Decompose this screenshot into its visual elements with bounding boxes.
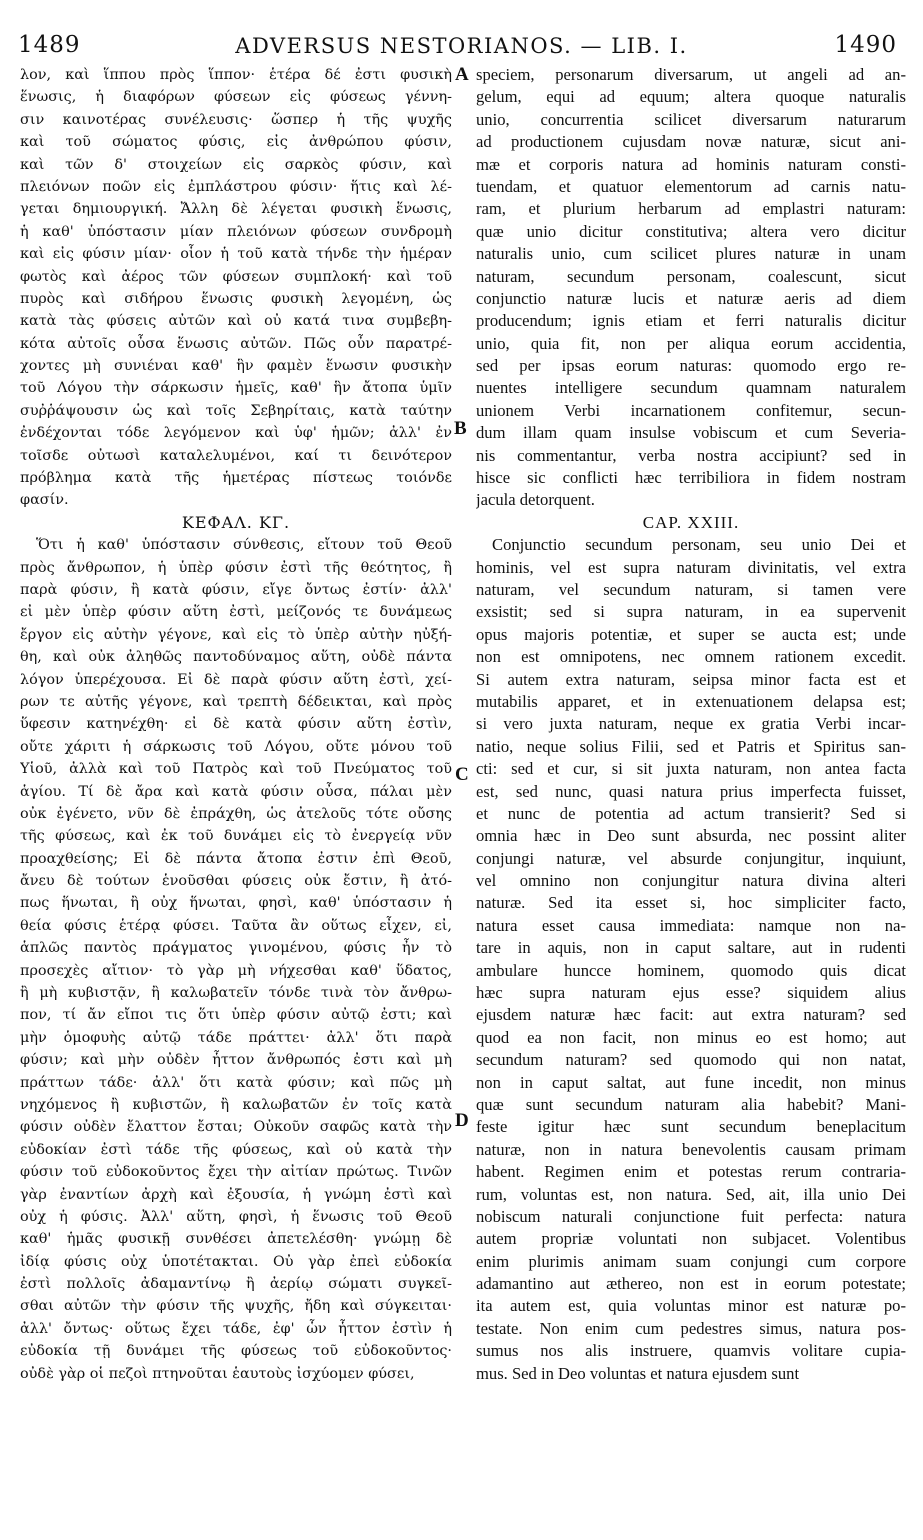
text-line: ἁπλῶς παντὸς πράγματος γινομένου, φύσις ἦν τὸ [20, 940, 452, 957]
text-line: χοντες μὴ συνιέναι καθ' ἣν φαμὲν ἕνωσιν φυσικὴν [20, 358, 452, 375]
text-line: ρων τε αὐτῆς γέγονε, καὶ τρεπτὴ δέδεικται, καὶ πρὸς [20, 693, 452, 710]
text-line: tuendam, et quatuor elementorum ad carnis natu- [476, 176, 906, 196]
text-line: φωτὸς καὶ ἀέρος τῶν φύσεων συμπλοκή· καὶ τοῦ [20, 268, 452, 285]
text-line: quod ea non facit, non minus eo est homo; aut [476, 1027, 906, 1047]
text-line: ἄνευ δὲ τούτων ἑνοῦσθαι φύσεις οὐκ ἔστιν, ἢ ἀτό- [20, 873, 452, 890]
text-line: μὴν ὁμοφυὴς αὐτῷ τάδε πράττει· ἀλλ' ὅτι παρὰ [20, 1029, 452, 1046]
text-line: σθαι αὐτῶν τὴν φύσιν τῆς ψυχῆς, ἤδη καὶ σύγκειται· [20, 1298, 452, 1315]
text-line: σιν καινοτέρας συνέλευσις· ὥσπερ ἡ τῆς ψυχῆς [20, 111, 452, 128]
text-line: si vero juxta naturam, neque ex gratia Verbi incar- [476, 714, 906, 734]
text-line: exsistit; sed si supra naturam, in ea supervenit [476, 602, 906, 622]
text-line: cti: sed et cur, si sit juxta naturam, non antea facta [476, 759, 906, 779]
text-line: est, sed nunc, quasi natura prius imperfecta fuisset, [476, 781, 906, 801]
text-line: θεία φύσις ἑτέρᾳ φύσει. Ταῦτα ἂν οὕτως εἶχεν, εἰ, [20, 917, 452, 934]
text-line: οὐκ ἐγένετο, νῦν δὲ ἐπράχθη, ὡς ἀτελοῦς τότε οὔσης [20, 805, 452, 822]
text-line: ambulare huncce hominem, quomodo quis dicat [476, 960, 906, 980]
text-line: unio, concurrentia scilicet diversarum naturarum [476, 109, 906, 129]
text-line: πράττων τάδε· ἀλλ' ὅτι κατὰ φύσιν; καὶ πῶς μὴ [20, 1074, 452, 1091]
text-line: παρὰ φύσιν, ἢ κατὰ φύσιν, εἴγε ὄντως ἐστίν· ἀλλ' [20, 581, 452, 598]
chapter-heading: CAP. XXIII. [642, 512, 740, 532]
text-line: naturalis unio, cum scilicet plures naturæ in unam [476, 244, 906, 264]
text-line: εὐδοκία τῇ δυνάμει τῆς φύσεως τοῦ εὐδοκοῦντος· [20, 1343, 452, 1360]
text-line: naturam, vel secundum naturam, si tamen vere [476, 579, 906, 599]
text-line: νηχόμενος ἢ κυβιστῶν, ἢ καλωβατῶν ἐν τοῖς κατὰ [20, 1096, 452, 1113]
text-line: autem propriæ voluntati non subjacet. Volentibus [476, 1229, 906, 1249]
text-line: nobiscum naturali conjunctione fuit perfecta: natura [476, 1206, 906, 1226]
margin-letter-c: C [455, 764, 469, 785]
text-line: Ὅτι ἡ καθ' ὑπόστασιν σύνθεσις, εἴτουν τοῦ Θεοῦ [36, 537, 452, 554]
text-line: jacula detorquent. [476, 490, 595, 510]
text-line: πρὸς ἄνθρωπον, ἡ ὑπὲρ φύσιν ἐστὶ τῆς θεότητος, ἢ [20, 559, 452, 576]
text-line: εἰ μὲν ὑπὲρ φύσιν αὕτη ἐστὶ, μείζονός τε δυνάμεως [20, 604, 452, 621]
text-line: naturæ. Sed ita esset si, hoc simpliciter facto, [476, 893, 906, 913]
text-line: ἕνωσις, ἡ διαφόρων φύσεων εἰς φύσεως γέννη- [20, 89, 452, 106]
text-line: hisce sic conflicti hæc terribiliora in fidem nostram [476, 468, 906, 488]
text-line: unio, quia fit, non per aliqua eorum accidentia, [476, 333, 906, 353]
text-line: ἐστὶ πολλοῖς ἀδαμαντίνῳ ἢ ἀερίῳ σώματι συγκεῖ- [20, 1276, 452, 1293]
text-line: ἢ μὴ κυβιστᾷν, ἢ καλωβατεῖν τόνδε τινὰ τὸν ἄνθρω- [20, 985, 452, 1002]
text-line: Conjunctio secundum personam, seu unio Dei et [492, 535, 906, 555]
text-line: εὐδοκίαν ἐστὶ τάδε τῆς φύσεως, καὶ οὐ κατὰ τὴν [20, 1141, 452, 1158]
text-line: testate. Non enim cum pedestres simus, natura pos- [476, 1318, 906, 1338]
text-line: conjunctio naturæ lucis et naturæ aeris ad diem [476, 288, 906, 308]
text-line: producendum; ignis etiam et ferri naturalis dicitur [476, 311, 906, 331]
greek-column [20, 64, 452, 1385]
text-line: οὐδὲ γὰρ οἱ πεζοὶ πτηνοῦται ἑαυτοὺς ἰσχύομεν φύσει, [20, 1365, 415, 1382]
text-line: πον, τί ἄν εἴποι τις ὅτι ὑπὲρ φύσιν αὐτῷ ἐστι; καὶ [20, 1007, 452, 1024]
text-line: πυρὸς καὶ σιδήρου ἕνωσις φυσικὴ λεγομένη, ὡς [20, 290, 452, 307]
page-header [0, 32, 923, 62]
text-line: natio, neque solius Filii, sed et Patris et Spiritus san- [476, 736, 906, 756]
text-line: secundum naturam? sed quomodo qui non natat, [476, 1050, 906, 1070]
text-line: καὶ τῶν δ' στοιχείων εἰς σαρκὸς φύσιν, καὶ [20, 156, 452, 173]
text-line: gelum, equi ad equum; altera quoque naturalis [476, 87, 906, 107]
text-line: habent. Regimen enim et potestas rerum contraria- [476, 1162, 906, 1182]
text-line: nis commentantur, verba nostra accipiunt? sed in [476, 445, 906, 465]
page-number-right: 1490 [834, 32, 897, 58]
text-line: mus. Sed in Deo voluntas et natura ejusdem sunt [476, 1363, 800, 1383]
text-line: dum illam quam insulse vobiscum et cum Severia- [476, 423, 906, 443]
text-line: sed per ipsas eorum naturas: quomodo ergo re- [476, 356, 906, 376]
text-line: unionem Verbi incarnationem confitemur, secun- [476, 400, 906, 420]
running-title: ADVERSUS NESTORIANOS. — LIB. I. [235, 34, 688, 58]
page-number-left: 1489 [18, 32, 81, 58]
text-line: προαχθείσης; Εἰ δὲ πάντα ἄτοπα ἐστιν ἐπὶ Θεοῦ, [20, 850, 452, 867]
text-line: et nunc de potentia ad actum transierit? Sed si [476, 803, 906, 823]
margin-letter-d: D [455, 1110, 469, 1131]
text-line: natura esset causa immediata: namque non na- [476, 915, 906, 935]
margin-letter-a: A [455, 64, 469, 85]
text-line: γεται δημιουργική. Ἄλλη δὲ λέγεται φυσικὴ ἕνωσις, [20, 201, 452, 218]
text-line: ita autem est, quia voluntas minor est naturæ po- [476, 1296, 906, 1316]
text-line: naturam, secundum personam, coalescunt, sicut [476, 266, 906, 286]
margin-letter-b: B [454, 418, 467, 439]
chapter-heading: ΚΕΦΑΛ. ΚΓ. [181, 512, 291, 532]
text-line: ἰδίᾳ φύσις οὐχ ὑποτέτακται. Οὐ γὰρ ἐπεὶ εὐδοκία [20, 1253, 452, 1270]
text-line: quæ unio dicitur constitutiva; altera vero dicitur [476, 221, 906, 241]
text-line: ἡ καθ' ὑπόστασιν μίαν πλειόνων φύσεων συνδρομὴ [20, 223, 452, 240]
text-line: quæ sunt secundum naturam alia habebit? Mani- [476, 1094, 906, 1114]
text-line: φύσιν τοῦ εὐδοκοῦντος ἔχει τὴν αἰτίαν πρώτως. Τινῶν [20, 1164, 452, 1181]
text-line: tare in aquis, non in caput saltare, aut in rudenti [476, 938, 906, 958]
text-line: καὶ τοῦ σώματος φύσις, εἰς ἀνθρώπου φύσιν, [20, 134, 452, 151]
text-line: mutabilis apparet, et in extenuationem delapsa est; [476, 691, 906, 711]
latin-column [476, 64, 906, 1385]
text-line: mæ et corporis natura ad hominis naturam consti- [476, 154, 906, 174]
text-line: naturæ, non in natura benevolentis causam primam [476, 1139, 906, 1159]
text-line: ad productionem cujusdam novæ naturæ, sicut ani- [476, 132, 906, 152]
text-line: nuentes intelligere secundum quamnam naturalem [476, 378, 906, 398]
text-line: ἀλλ' ὄντως· οὕτως ἔχει τάδε, ἐφ' ὧν ἧττον ἐστὶν ἡ [20, 1320, 452, 1337]
text-line: non in caput saltat, aut fune incedit, non minus [476, 1072, 906, 1092]
text-line: οὔτε χάριτι ἡ σάρκωσις τοῦ Λόγου, οὔτε μόνου τοῦ [20, 738, 452, 755]
text-line: τοῦ Λόγου τὴν σάρκωσιν ἡμεῖς, καθ' ἣν ἄτοπα ὑμῖν [20, 380, 452, 397]
text-line: συῤῥάψουσιν ὡς καὶ τοῖς Σεβηρίταις, κατὰ ταύτην [20, 402, 452, 419]
text-line: hominis, vel est supra naturam divinitatis, vel extra [476, 557, 906, 577]
text-line: φύσιν οὐδὲν ἔλαττον ἔσται; Οὐκοῦν σαφῶς κατὰ τὴν [20, 1119, 452, 1136]
text-line: opus majoris potentiæ, et super se aucta est; unde [476, 624, 906, 644]
text-line: sumus nos alis instruere, quamvis volitare cupia- [476, 1341, 906, 1361]
text-line: ἐνδέχονται τόδε λεγόμενον καὶ ὑφ' ἡμῶν; ἀλλ' ἐν [20, 425, 452, 442]
text-line: ram, et plurium herbarum ad emplastri naturam: [476, 199, 906, 219]
text-line: κότα αὐτοῖς οὖσα ἕνωσις αὐτῶν. Πῶς οὖν παρατρέ- [20, 335, 452, 352]
text-line: ἔργον εἰς αὐτὴν γέγονε, καὶ εἰς τὸ ὑπὲρ αὐτὴν ηὐξή- [20, 626, 452, 643]
text-line: rum, voluntas est, non natura. Sed, ait, illa unio Dei [476, 1184, 906, 1204]
text-line: τῆς φύσεως, καὶ ἐκ τοῦ δυνάμει εἰς τὸ ἐνεργείᾳ νῦν [20, 828, 452, 845]
text-line: feste igitur hæc sunt secundum beneplacitum [476, 1117, 906, 1137]
text-line: γὰρ ἐναντίων ἀρχὴ καὶ ἐξουσία, ἡ γνώμη ἐστὶ καὶ [20, 1186, 452, 1203]
text-line: adamantino aut æthereo, non est in eorum potestate; [476, 1274, 906, 1294]
text-line: non est omnipotens, nec omnem rationem excedit. [476, 647, 906, 667]
text-line: enim plurimis animam suam conjungi cum corpore [476, 1251, 906, 1271]
text-line: θη, καὶ οὐκ ἀληθῶς παντοδύναμος αὕτη, οὐδὲ πάντα [20, 649, 452, 666]
text-line: κατὰ τὰς φύσεις αὐτῶν καὶ οὐ κατά τινα συμβεβη- [20, 313, 452, 330]
text-line: πρόβλημα κατὰ τῆς ἡμετέρας πίστεως τοιόνδε [20, 470, 452, 487]
text-line: speciem, personarum diversarum, ut angeli ad an- [476, 65, 906, 84]
text-line: πως ἥνωται, ἢ οὐχ ἥνωται, φησὶ, καθ' ὑπόστασιν ἡ [20, 895, 452, 912]
text-line: καὶ εἰς φύσιν μίαν· οἷον ἡ τοῦ κατὰ τήνδε τὴν ἡμέραν [20, 246, 452, 263]
text-line: Υἱοῦ, ἀλλὰ καὶ τοῦ Πατρὸς καὶ τοῦ Πνεύματος τοῦ [20, 761, 452, 778]
text-line: φύσιν; καὶ μὴν οὐδὲν ἧττον ἄνθρωπός ἐστι καὶ μὴ [20, 1052, 452, 1069]
text-line: καθ' ἡμᾶς φυσικῇ συνθέσει ἀπετελέσθη· γνώμῃ δὲ [20, 1231, 452, 1248]
text-line: ὕφεσιν κατηνέχθη· εἰ δὲ κατὰ φύσιν αὕτη ἐστὶν, [20, 716, 452, 733]
text-line: omnia hæc in Deo sunt absurda, nec possint aliter [476, 826, 906, 846]
text-line: vel omnino non conjungitur natura divina alteri [476, 871, 906, 891]
text-line: λόγον ὑπερέχουσα. Εἰ δὲ παρὰ φύσιν αὕτη ἐστὶ, χεί- [20, 671, 452, 688]
text-line: προσεχὲς αἴτιον· τὸ γὰρ μὴ νήχεσθαι καθ' ὕδατος, [20, 962, 452, 979]
text-line: τοῖσδε οὐτωσὶ καταλελυμένοι, καί τι δεινότερον [20, 447, 452, 464]
text-line: hæc supra naturam ejus esse? siquidem alius [476, 983, 906, 1003]
text-line: conjungi naturæ, vel absurde conjungitur, inquiunt, [476, 848, 906, 868]
text-line: φασίν. [20, 492, 69, 509]
text-line: ἁγίου. Τί δὲ ἄρα καὶ κατὰ φύσιν οὖσα, πάλαι μὲν [20, 783, 452, 800]
text-line: ejusdem naturæ hæc facit: aut extra naturam? sed [476, 1005, 906, 1025]
text-line: λον, καὶ ἵππου πρὸς ἵππον· ἑτέρα δέ ἐστι φυσικὴ [20, 67, 452, 83]
text-line: Si autem extra naturam, seipsa minor facta est et [476, 669, 906, 689]
text-line: οὐχ ἡ φύσις. Ἀλλ' αὕτη, φησὶ, ἡ ἕνωσις τοῦ Θεοῦ [20, 1208, 452, 1225]
text-line: πλειόνων ποῶν εἰς ἐμπλάστρου φύσιν· ἥτις καὶ λέ- [20, 178, 452, 195]
